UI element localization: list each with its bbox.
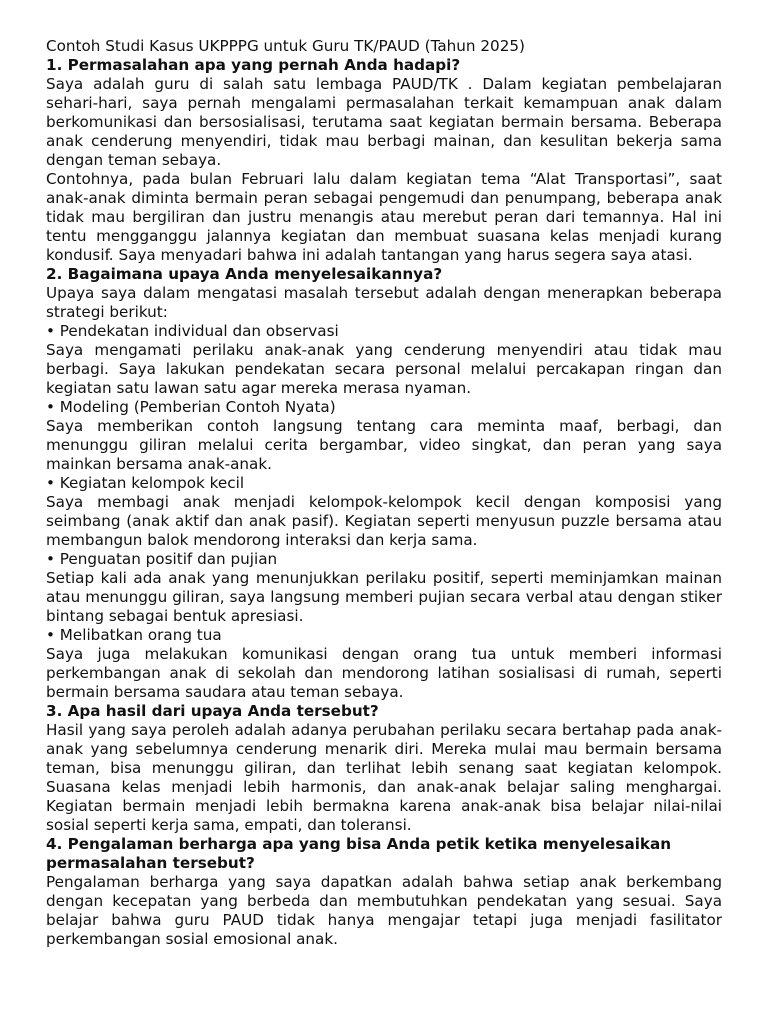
strategy-label (46, 550, 722, 569)
paragraph: Upaya saya dalam mengatasi masalah tersebut adalah dengan menerapkan beberapa strategi berikut: (46, 284, 722, 321)
strategy-label (46, 398, 722, 417)
strategy-item (46, 626, 722, 702)
strategy-label-text: Pendekatan individual dan observasi (59, 322, 339, 340)
paragraph: Pengalaman berharga yang saya dapatkan adalah bahwa setiap anak berkembang dengan kecepatan yang berbeda dan membutuhkan pendekatan yang sesuai. Saya belajar bahwa guru PAUD tidak hanya mengajar tetapi juga menjadi fasilitator perkembangan sosial emosional anak. (46, 873, 722, 948)
strategy-label (46, 322, 722, 341)
bullet-icon: • (46, 398, 55, 416)
document-title: Contoh Studi Kasus UKPPPG untuk Guru TK/PAUD (Tahun 2025) (46, 37, 525, 55)
bullet-icon: • (46, 550, 55, 568)
strategy-label-text: Melibatkan orang tua (59, 626, 222, 644)
strategy-item (46, 550, 722, 626)
bullet-icon: • (46, 322, 55, 340)
paragraph: Contohnya, pada bulan Februari lalu dalam kegiatan tema “Alat Transportasi”, saat anak-anak diminta bermain peran sebagai pengemudi dan penumpang, beberapa anak tidak mau bergiliran dan justru menangis atau merebut peran dari temannya. Hal ini tentu mengganggu jalannya kegiatan dan membuat suasana kelas menjadi kurang kondusif. Saya menyadari bahwa ini adalah tantangan yang harus segera saya atasi. (46, 170, 722, 264)
section-heading: 3. Apa hasil dari upaya Anda tersebut? (46, 702, 379, 720)
section-heading: 2. Bagaimana upaya Anda menyelesaikannya? (46, 265, 443, 283)
strategy-text: Saya membagi anak menjadi kelompok-kelompok kecil dengan komposisi yang seimbang (anak aktif dan anak pasif). Kegiatan seperti menyusun puzzle bersama atau membangun balok mendorong interaksi dan kerja sama. (46, 493, 722, 549)
strategy-label-text: Modeling (Pemberian Contoh Nyata) (59, 398, 336, 416)
strategy-text: Saya juga melakukan komunikasi dengan orang tua untuk memberi informasi perkembangan anak di sekolah dan mendorong latihan sosialisasi di rumah, seperti bermain bersama saudara atau teman sebaya. (46, 645, 722, 701)
strategy-item (46, 398, 722, 474)
bullet-icon: • (46, 474, 55, 492)
section-1 (46, 56, 722, 265)
strategy-label (46, 626, 722, 645)
section-2 (46, 265, 722, 702)
section-heading: 1. Permasalahan apa yang pernah Anda hadapi? (46, 56, 461, 74)
section-3 (46, 702, 722, 835)
strategy-label-text: Penguatan positif dan pujian (59, 550, 278, 568)
strategy-label (46, 474, 722, 493)
strategy-text: Saya mengamati perilaku anak-anak yang cenderung menyendiri atau tidak mau berbagi. Saya lakukan pendekatan secara personal melalui percakapan ringan dan kegiatan satu lawan satu agar mereka merasa nyaman. (46, 341, 722, 397)
section-4 (46, 835, 722, 949)
section-heading: 4. Pengalaman berharga apa yang bisa Anda petik ketika menyelesaikan permasalahan tersebut? (46, 835, 672, 872)
strategy-item (46, 474, 722, 550)
bullet-icon: • (46, 626, 55, 644)
strategy-text: Setiap kali ada anak yang menunjukkan perilaku positif, seperti meminjamkan mainan atau menunggu giliran, saya langsung memberi pujian secara verbal atau dengan stiker bintang sebagai bentuk apresiasi. (46, 569, 722, 625)
strategy-text: Saya memberikan contoh langsung tentang cara meminta maaf, berbagi, dan menunggu giliran melalui cerita bergambar, video singkat, dan peran yang saya mainkan bersama anak-anak. (46, 417, 722, 473)
document-page (46, 37, 722, 949)
strategy-item (46, 322, 722, 398)
strategy-label-text: Kegiatan kelompok kecil (59, 474, 245, 492)
paragraph: Saya adalah guru di salah satu lembaga PAUD/TK . Dalam kegiatan pembelajaran sehari-hari, saya pernah mengalami permasalahan terkait kemampuan anak dalam berkomunikasi dan bersosialisasi, terutama saat kegiatan bermain bersama. Beberapa anak cenderung menyendiri, tidak mau berbagi mainan, dan kesulitan bekerja sama dengan teman sebaya. (46, 75, 722, 169)
paragraph: Hasil yang saya peroleh adalah adanya perubahan perilaku secara bertahap pada anak-anak yang sebelumnya cenderung menarik diri. Mereka mulai mau bermain bersama teman, bisa menunggu giliran, dan terlihat lebih senang saat kegiatan kelompok. Suasana kelas menjadi lebih harmonis, dan anak-anak belajar saling menghargai. Kegiatan bermain menjadi lebih bermakna karena anak-anak bisa belajar nilai-nilai sosial seperti kerja sama, empati, dan toleransi. (46, 721, 722, 834)
